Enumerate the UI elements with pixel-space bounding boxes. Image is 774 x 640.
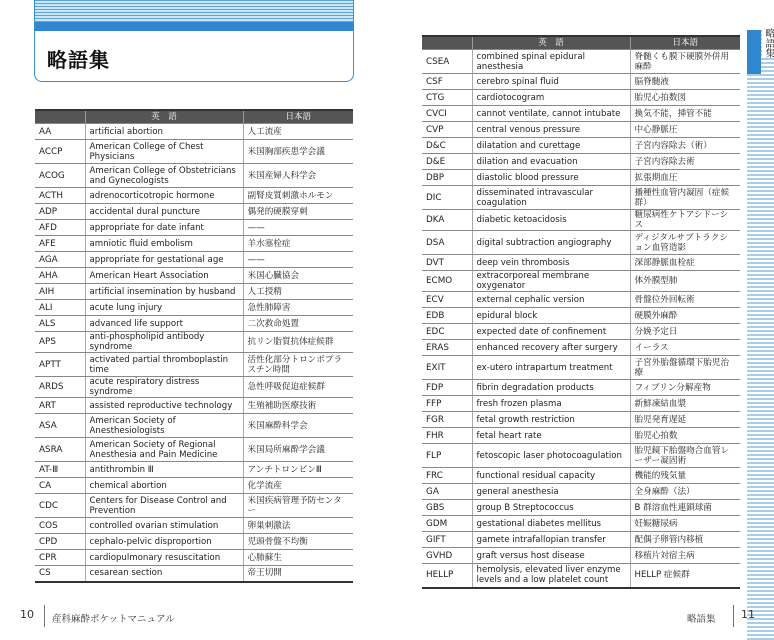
japanese-cell: 胎児心拍数図	[630, 90, 740, 106]
table-row	[422, 138, 740, 154]
abbr-cell: CPR	[35, 550, 85, 566]
japanese-cell: 脳脊髄液	[630, 74, 740, 90]
abbr-cell: ASRA	[35, 438, 85, 462]
table-row	[422, 170, 740, 186]
header-english: 英 語	[85, 110, 243, 124]
english-cell: amniotic fluid embolism	[85, 236, 243, 252]
table-row	[35, 377, 353, 398]
english-cell: gamete intrafallopian transfer	[472, 532, 630, 548]
japanese-cell: 活性化部分トロンボプラスチン時間	[243, 353, 353, 377]
abbr-cell: DBP	[422, 170, 472, 186]
english-cell: antithrombin Ⅲ	[85, 462, 243, 478]
japanese-cell: 糖尿病性ケトアシドーシス	[630, 210, 740, 231]
side-tab-marker	[747, 30, 761, 74]
japanese-cell: 拡張期血圧	[630, 170, 740, 186]
japanese-cell: 生殖補助医療技術	[243, 398, 353, 414]
abbr-cell: DIC	[422, 186, 472, 210]
japanese-cell: 偶発的硬膜穿刺	[243, 204, 353, 220]
table-row	[35, 268, 353, 284]
japanese-cell: 米国心臓協会	[243, 268, 353, 284]
page-number: 10	[20, 608, 34, 621]
abbr-cell: EDB	[422, 308, 472, 324]
japanese-cell: 米国麻酔科学会	[243, 414, 353, 438]
english-cell: fresh frozen plasma	[472, 396, 630, 412]
abbr-cell: CVP	[422, 122, 472, 138]
table-row	[422, 428, 740, 444]
table-row	[35, 534, 353, 550]
table-row	[35, 164, 353, 188]
book-title: 産科麻酔ポケットマニュアル	[52, 614, 175, 625]
english-cell: external cephalic version	[472, 292, 630, 308]
abbr-cell: GA	[422, 484, 472, 500]
english-cell: American College of Obstetricians and Gynecologists	[85, 164, 243, 188]
english-cell: cerebro spinal fluid	[472, 74, 630, 90]
japanese-cell: 米国産婦人科学会	[243, 164, 353, 188]
abbr-cell: AIH	[35, 284, 85, 300]
table-row	[35, 550, 353, 566]
abbr-cell: ALI	[35, 300, 85, 316]
table-row	[422, 396, 740, 412]
english-cell: gestational diabetes mellitus	[472, 516, 630, 532]
abbr-cell: FGR	[422, 412, 472, 428]
table-row	[35, 414, 353, 438]
table-row	[422, 548, 740, 564]
abbr-cell: ACOG	[35, 164, 85, 188]
table-row	[35, 438, 353, 462]
english-cell: enhanced recovery after surgery	[472, 340, 630, 356]
english-cell: acute lung injury	[85, 300, 243, 316]
english-cell: group B Streptococcus	[472, 500, 630, 516]
chapter-title-box	[34, 0, 354, 82]
table-row	[422, 500, 740, 516]
table-row	[422, 564, 740, 588]
japanese-cell: 子宮外胎盤循環下胎児治療	[630, 356, 740, 380]
english-cell: dilation and evacuation	[472, 154, 630, 170]
abbr-cell: AFE	[35, 236, 85, 252]
japanese-cell: 妊娠糖尿病	[630, 516, 740, 532]
japanese-cell: HELLP 症候群	[630, 564, 740, 588]
abbr-cell: DKA	[422, 210, 472, 231]
japanese-cell: 脊髄くも膜下硬膜外併用麻酔	[630, 50, 740, 74]
table-row	[422, 186, 740, 210]
table-row	[35, 284, 353, 300]
abbr-cell: D&C	[422, 138, 472, 154]
english-cell: cephalo-pelvic disproportion	[85, 534, 243, 550]
table-row	[422, 468, 740, 484]
abbreviation-table-right	[422, 35, 740, 589]
table-row	[422, 210, 740, 231]
table-row	[35, 236, 353, 252]
japanese-cell: 人工授精	[243, 284, 353, 300]
abbr-cell: ACTH	[35, 188, 85, 204]
japanese-cell: 播種性血管内凝固（症候群）	[630, 186, 740, 210]
english-cell: American Heart Association	[85, 268, 243, 284]
japanese-cell: 米国胸部疾患学会議	[243, 140, 353, 164]
japanese-cell: 二次救命処置	[243, 316, 353, 332]
english-cell: fibrin degradation products	[472, 380, 630, 396]
abbr-cell: ARDS	[35, 377, 85, 398]
japanese-cell: 深部静脈血栓症	[630, 255, 740, 271]
abbr-cell: FLP	[422, 444, 472, 468]
abbr-cell: FHR	[422, 428, 472, 444]
english-cell: central venous pressure	[472, 122, 630, 138]
side-tab-label: 略語集	[763, 28, 774, 58]
abbr-cell: ART	[35, 398, 85, 414]
table-row	[35, 300, 353, 316]
english-cell: fetal heart rate	[472, 428, 630, 444]
header-japanese: 日本語	[243, 110, 353, 124]
abbr-cell: FFP	[422, 396, 472, 412]
english-cell: chemical abortion	[85, 478, 243, 494]
japanese-cell: 胎児発育遅延	[630, 412, 740, 428]
english-cell: activated partial thromboplastin time	[85, 353, 243, 377]
japanese-cell: 新鮮凍結血漿	[630, 396, 740, 412]
english-cell: cardiopulmonary resuscitation	[85, 550, 243, 566]
abbr-cell: FDP	[422, 380, 472, 396]
page-number: 11	[741, 608, 755, 621]
japanese-cell: 体外膜型肺	[630, 271, 740, 292]
table-row	[35, 494, 353, 518]
english-cell: assisted reproductive technology	[85, 398, 243, 414]
abbr-cell: GBS	[422, 500, 472, 516]
japanese-cell: 化学流産	[243, 478, 353, 494]
japanese-cell: 移植片対宿主病	[630, 548, 740, 564]
table-row	[422, 231, 740, 255]
table-row	[422, 412, 740, 428]
english-cell: artificial abortion	[85, 124, 243, 140]
abbr-cell: FRC	[422, 468, 472, 484]
english-cell: appropriate for gestational age	[85, 252, 243, 268]
abbr-cell: APTT	[35, 353, 85, 377]
table-row	[35, 398, 353, 414]
english-cell: cardiotocogram	[472, 90, 630, 106]
abbr-cell: ADP	[35, 204, 85, 220]
table-row	[35, 316, 353, 332]
abbr-cell: AGA	[35, 252, 85, 268]
right-page	[387, 0, 774, 640]
table-row	[35, 204, 353, 220]
page-title: 略語集	[47, 48, 110, 72]
abbr-cell: GIFT	[422, 532, 472, 548]
abbr-cell: DVT	[422, 255, 472, 271]
abbr-cell: CPD	[35, 534, 85, 550]
japanese-cell: 骨盤位外回転術	[630, 292, 740, 308]
table-row	[35, 462, 353, 478]
abbr-cell: ACCP	[35, 140, 85, 164]
japanese-cell: 急性呼吸促迫症候群	[243, 377, 353, 398]
table-header-row	[35, 110, 353, 124]
abbr-cell: AFD	[35, 220, 85, 236]
table-row	[35, 518, 353, 534]
japanese-cell: イーラス	[630, 340, 740, 356]
abbr-cell: D&E	[422, 154, 472, 170]
abbr-cell: EXIT	[422, 356, 472, 380]
english-cell: deep vein thrombosis	[472, 255, 630, 271]
abbr-cell: CDC	[35, 494, 85, 518]
abbr-cell: EDC	[422, 324, 472, 340]
english-cell: acute respiratory distress syndrome	[85, 377, 243, 398]
english-cell: disseminated intravascular coagulation	[472, 186, 630, 210]
english-cell: diabetic ketoacidosis	[472, 210, 630, 231]
english-cell: adrenocorticotropic hormone	[85, 188, 243, 204]
abbr-cell: CSEA	[422, 50, 472, 74]
table-row	[35, 566, 353, 582]
table-row	[35, 188, 353, 204]
title-stripes	[35, 0, 353, 22]
header-english: 英 語	[472, 36, 630, 50]
table-row	[422, 122, 740, 138]
abbr-cell: ASA	[35, 414, 85, 438]
abbr-cell: AA	[35, 124, 85, 140]
table-row	[422, 516, 740, 532]
header-abbr	[422, 36, 472, 50]
japanese-cell: 急性肺障害	[243, 300, 353, 316]
english-cell: hemolysis, elevated liver enzyme levels and a low platelet count	[472, 564, 630, 588]
english-cell: Centers for Disease Control and Prevention	[85, 494, 243, 518]
japanese-cell: ——	[243, 220, 353, 236]
japanese-cell: 換気不能，挿管不能	[630, 106, 740, 122]
title-accent-bar	[35, 22, 353, 31]
header-abbr	[35, 110, 85, 124]
japanese-cell: 卵巣刺激法	[243, 518, 353, 534]
section-title: 略語集	[687, 614, 716, 625]
abbr-cell: APS	[35, 332, 85, 353]
japanese-cell: ——	[243, 252, 353, 268]
english-cell: fetoscopic laser photocoagulation	[472, 444, 630, 468]
abbr-cell: GDM	[422, 516, 472, 532]
japanese-cell: 機能的残気量	[630, 468, 740, 484]
english-cell: accidental dural puncture	[85, 204, 243, 220]
japanese-cell: 配偶子卵管内移植	[630, 532, 740, 548]
english-cell: digital subtraction angiography	[472, 231, 630, 255]
table-row	[35, 140, 353, 164]
japanese-cell: フィブリン分解産物	[630, 380, 740, 396]
table-row	[422, 271, 740, 292]
english-cell: anti-phospholipid antibody syndrome	[85, 332, 243, 353]
table-row	[422, 90, 740, 106]
abbr-cell: DSA	[422, 231, 472, 255]
japanese-cell: 副腎皮質刺激ホルモン	[243, 188, 353, 204]
english-cell: artificial insemination by husband	[85, 284, 243, 300]
abbr-cell: CTG	[422, 90, 472, 106]
english-cell: appropriate for date infant	[85, 220, 243, 236]
abbr-cell: ALS	[35, 316, 85, 332]
abbr-cell: AHA	[35, 268, 85, 284]
table-row	[422, 340, 740, 356]
table-row	[422, 154, 740, 170]
table-row	[35, 124, 353, 140]
japanese-cell: 硬膜外麻酔	[630, 308, 740, 324]
english-cell: ex-utero intrapartum treatment	[472, 356, 630, 380]
japanese-cell: 帝王切開	[243, 566, 353, 582]
japanese-cell: 子宮内容除去（術）	[630, 138, 740, 154]
japanese-cell: 胎児鏡下胎盤吻合血管レーザー凝固術	[630, 444, 740, 468]
english-cell: advanced life support	[85, 316, 243, 332]
english-cell: extracorporeal membrane oxygenator	[472, 271, 630, 292]
english-cell: cesarean section	[85, 566, 243, 582]
english-cell: graft versus host disease	[472, 548, 630, 564]
english-cell: expected date of confinement	[472, 324, 630, 340]
japanese-cell: 米国局所麻酔学会議	[243, 438, 353, 462]
japanese-cell: アンチトロンビンⅢ	[243, 462, 353, 478]
table-row	[422, 106, 740, 122]
abbr-cell: GVHD	[422, 548, 472, 564]
table-row	[422, 308, 740, 324]
abbr-cell: CS	[35, 566, 85, 582]
table-header-row	[422, 36, 740, 50]
japanese-cell: B 群溶血性連鎖球菌	[630, 500, 740, 516]
english-cell: functional residual capacity	[472, 468, 630, 484]
japanese-cell: 心肺蘇生	[243, 550, 353, 566]
japanese-cell: 羊水塞栓症	[243, 236, 353, 252]
english-cell: fetal growth restriction	[472, 412, 630, 428]
header-japanese: 日本語	[630, 36, 740, 50]
table-row	[422, 532, 740, 548]
japanese-cell: 児頭骨盤不均衡	[243, 534, 353, 550]
table-row	[422, 292, 740, 308]
english-cell: general anesthesia	[472, 484, 630, 500]
abbr-cell: CVCI	[422, 106, 472, 122]
table-row	[35, 220, 353, 236]
abbr-cell: CSF	[422, 74, 472, 90]
english-cell: American College of Chest Physicians	[85, 140, 243, 164]
side-index-tab	[747, 0, 774, 640]
table-row	[422, 356, 740, 380]
english-cell: controlled ovarian stimulation	[85, 518, 243, 534]
side-tab-top	[747, 0, 774, 30]
table-row	[422, 255, 740, 271]
table-row	[422, 380, 740, 396]
english-cell: American Society of Anesthesiologists	[85, 414, 243, 438]
english-cell: combined spinal epidural anesthesia	[472, 50, 630, 74]
table-row	[422, 484, 740, 500]
english-cell: diastolic blood pressure	[472, 170, 630, 186]
table-row	[35, 332, 353, 353]
table-row	[422, 50, 740, 74]
japanese-cell: 人工流産	[243, 124, 353, 140]
abbr-cell: AT-Ⅲ	[35, 462, 85, 478]
table-row	[35, 353, 353, 377]
japanese-cell: 抗リン脂質抗体症候群	[243, 332, 353, 353]
footer-divider	[44, 605, 45, 627]
japanese-cell: 分娩予定日	[630, 324, 740, 340]
japanese-cell: 胎児心拍数	[630, 428, 740, 444]
english-cell: epidural block	[472, 308, 630, 324]
japanese-cell: 米国疾病管理予防センター	[243, 494, 353, 518]
table-row	[422, 324, 740, 340]
abbr-cell: COS	[35, 518, 85, 534]
abbreviation-table-left	[35, 109, 353, 583]
footer-divider	[733, 605, 734, 627]
abbr-cell: ECMO	[422, 271, 472, 292]
japanese-cell: 全身麻酔（法）	[630, 484, 740, 500]
abbr-cell: HELLP	[422, 564, 472, 588]
abbr-cell: ERAS	[422, 340, 472, 356]
english-cell: dilatation and curettage	[472, 138, 630, 154]
table-row	[35, 478, 353, 494]
japanese-cell: 中心静脈圧	[630, 122, 740, 138]
japanese-cell: 子宮内容除去術	[630, 154, 740, 170]
table-row	[422, 444, 740, 468]
table-row	[422, 74, 740, 90]
abbr-cell: ECV	[422, 292, 472, 308]
english-cell: American Society of Regional Anesthesia and Pain Medicine	[85, 438, 243, 462]
table-row	[35, 252, 353, 268]
english-cell: cannot ventilate, cannot intubate	[472, 106, 630, 122]
abbr-cell: CA	[35, 478, 85, 494]
japanese-cell: ディジタルサブトラクション血管造影	[630, 231, 740, 255]
